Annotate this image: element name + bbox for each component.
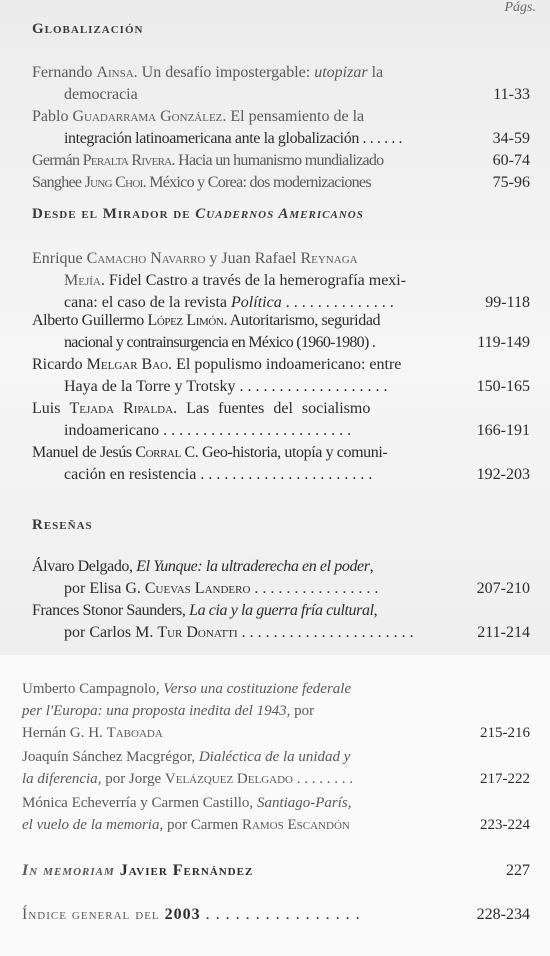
toc-entry-indice-general[interactable]: Índice general del 2003 . . . . . . . . . . . . . . . . 228-234 — [22, 904, 530, 926]
page-range: 207-210 — [476, 580, 530, 597]
page-range: 99-118 — [485, 294, 530, 311]
toc-entry-jung-choi[interactable]: Sanghee Jung Choi. México y Corea: dos modernizaciones 75-96 — [32, 172, 530, 194]
page-range: 228-234 — [476, 906, 530, 923]
toc-entry-camacho[interactable]: Enrique Camacho Navarro y Juan Rafael Reynaga Mejía. Fidel Castro a través de la hemerografía mexi- cana: el caso de la revista Política . . . . . . . . . . . . . . 99-118 — [32, 248, 530, 314]
page-range: 60-74 — [492, 152, 530, 169]
page-range: 223-224 — [480, 817, 530, 833]
toc-entry-corral[interactable]: Manuel de Jesús Corral C. Geo-historia, utopía y comuni- cación en resistencia . . . . . . . . . . . . . . . . . . . . . . 192-203 — [32, 442, 530, 486]
page-range: 119-149 — [477, 334, 530, 351]
toc-entry-echeverria[interactable]: Mónica Echeverría y Carmen Castillo, Santiago-París, el vuelo de la memoria, por Carmen Ramos Escandón 223-224 — [22, 792, 530, 836]
toc-entry-delgado[interactable]: Álvaro Delgado, El Yunque: la ultraderecha en el poder, por Elisa G. Cuevas Landero . . . . . . . . . . . . . . . . 207-210 — [32, 556, 530, 600]
toc-entry-sanchez-macgregor[interactable]: Joaquín Sánchez Macgrégor, Dialéctica de la unidad y la diferencia, por Jorge Velázquez Delgado . . . . . . . . 217-222 — [22, 746, 530, 790]
page-range: 192-203 — [476, 466, 530, 483]
section-heading-mirador: Desde el Mirador de Cuadernos Americanos — [32, 206, 364, 222]
toc-entry-saunders[interactable]: Frances Stonor Saunders, La cia y la guerra fría cultural, por Carlos M. Tur Donatti . . . . . . . . . . . . . . . . . . . . . . 211-214 — [32, 600, 530, 644]
page-range: 217-222 — [480, 771, 530, 787]
page-range: 215-216 — [480, 725, 530, 741]
toc-entry-peralta[interactable]: Germán Peralta Rivera. Hacia un humanismo mundializado 60-74 — [32, 150, 530, 172]
page-range: 150-165 — [476, 378, 530, 395]
page-range: 75-96 — [492, 174, 530, 191]
toc-entry-lopez-limon[interactable]: Alberto Guillermo López Limón. Autoritarismo, seguridad nacional y contrainsurgencia en México (1960-1980) . 119-149 — [32, 310, 530, 354]
page-range: 34-59 — [492, 130, 530, 147]
toc-entry-campagnolo[interactable]: Umberto Campagnolo, Verso una costituzione federale per l'Europa: una proposta inedita del 1943, por Hernán G. H. Taboada 215-216 — [22, 678, 530, 744]
toc-entry-melgar[interactable]: Ricardo Melgar Bao. El populismo indoamericano: entre Haya de la Torre y Trotsky . . . . . . . . . . . . . . . . . . . 150-165 — [32, 354, 530, 398]
toc-entry-ainsa[interactable]: Fernando Ainsa. Un desafío impostergable: utopizar la democracia 11-33 — [32, 62, 530, 106]
page-range: 11-33 — [493, 86, 530, 103]
toc-entry-in-memoriam[interactable]: In memoriam Javier Fernández 227 — [22, 860, 530, 882]
toc-entry-tejada[interactable]: Luis Tejada Ripalda. Las fuentes del socialismo indoamericano . . . . . . . . . . . . . . . . . . . . . . . . 166-191 — [32, 398, 530, 442]
section-heading-globalizacion: Globalización — [32, 21, 144, 37]
page-range: 166-191 — [476, 422, 530, 439]
page-range: 227 — [506, 862, 530, 879]
section-heading-resenas: Reseñas — [32, 517, 93, 533]
toc-entry-guadarrama[interactable]: Pablo Guadarrama González. El pensamiento de la integración latinoamericana ante la globalización . . . . . . 34-59 — [32, 106, 530, 150]
pages-column-header: Págs. — [504, 0, 536, 15]
page-range: 211-214 — [477, 624, 530, 641]
